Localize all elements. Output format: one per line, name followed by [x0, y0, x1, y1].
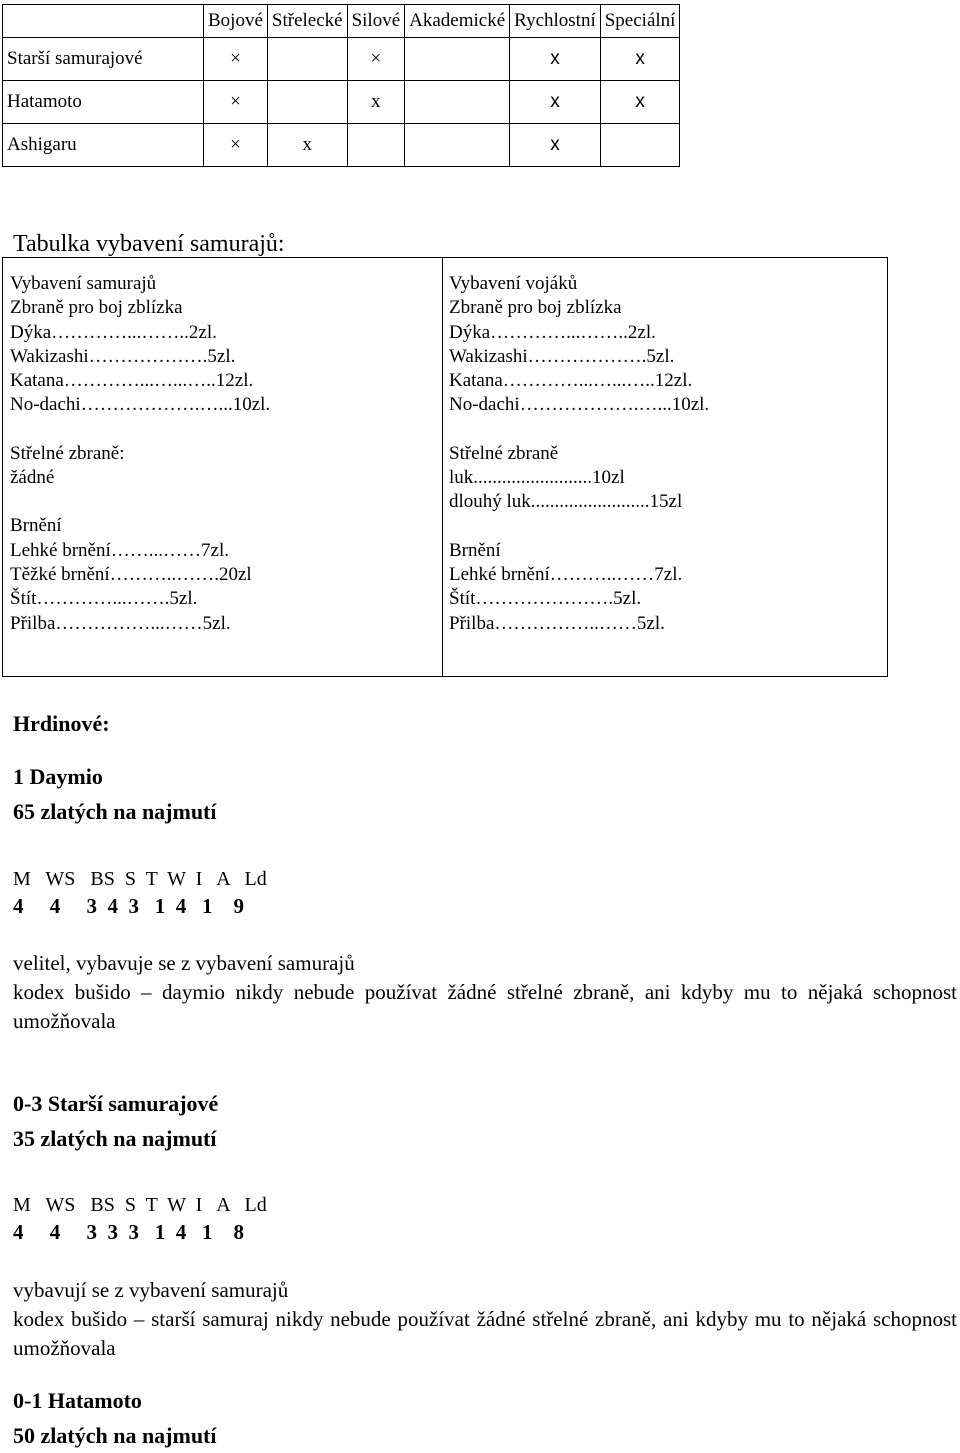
hero-note: vybavují se z vybavení samurajů	[13, 1278, 289, 1302]
list-item: No-dachi……………….…...10zl.	[449, 394, 710, 416]
skill-mark	[405, 81, 510, 124]
list-item: Lehké brnění……...……7zl.	[10, 539, 229, 561]
stat-headers: M WS BS S T W I A Ld	[13, 1194, 267, 1216]
skill-mark: ×	[204, 124, 268, 167]
skill-mark	[405, 124, 510, 167]
list-item: luk.........................10zl	[449, 467, 625, 489]
list-item: Štít………………….5zl.	[449, 588, 642, 610]
skill-mark	[347, 124, 405, 167]
hero-name: 0-1 Hatamoto	[13, 1388, 142, 1413]
hero-note: kodex bušido – daymio nikdy nebude používat žádné střelné zbraně, ani kdyby mu to nějaká schopnost umožňovala	[13, 980, 957, 1033]
stat-values: 4 4 3 4 3 1 4 1 9	[13, 894, 244, 918]
row-name: Ashigaru	[3, 124, 204, 167]
header-cell: Rychlostní	[510, 5, 601, 38]
group-title: Brnění	[10, 515, 62, 537]
list-item: No-dachi……………….…...10zl.	[10, 394, 271, 416]
skill-mark: x	[267, 124, 347, 167]
list-item: Katana…………...…...…..12zl.	[10, 370, 254, 392]
row-name: Starší samurajové	[3, 38, 204, 81]
group-title: Zbraně pro boj zblízka	[449, 297, 622, 319]
hero-name: 0-3 Starší samurajové	[13, 1091, 219, 1116]
list-item: Katana…………...…...…..12zl.	[449, 370, 693, 392]
skill-mark	[405, 38, 510, 81]
list-item: Přilba……………...……5zl.	[10, 612, 231, 634]
hero-cost: 50 zlatých na najmutí	[13, 1423, 217, 1448]
row-name: Hatamoto	[3, 81, 204, 124]
skill-mark: ×	[204, 38, 268, 81]
list-item: Těžké brnění………..…….20zl	[10, 563, 252, 585]
hero-cost: 35 zlatých na najmutí	[13, 1126, 217, 1151]
skill-mark	[600, 124, 680, 167]
hero-name: 1 Daymio	[13, 764, 103, 789]
soldiers-equipment-column	[449, 272, 709, 636]
header-cell: Speciální	[600, 5, 680, 38]
header-cell: Akademické	[405, 5, 510, 38]
list-item: dlouhý luk.........................15zl	[449, 491, 683, 513]
column-divider	[442, 258, 443, 676]
group-title: Brnění	[449, 539, 501, 561]
header-cell: Bojové	[204, 5, 268, 38]
column-heading: Vybavení samurajů	[10, 273, 157, 294]
header-cell: Silové	[347, 5, 405, 38]
group-title: Zbraně pro boj zblízka	[10, 297, 183, 319]
skill-mark: x	[600, 81, 680, 124]
hero-note: kodex bušido – starší samuraj nikdy nebude používat žádné střelné zbraně, ani kdyby mu to nějaká schopnost umožňovala	[13, 1307, 957, 1360]
hero-note: velitel, vybavuje se z vybavení samurajů	[13, 951, 355, 975]
list-item: Štít…………...…….5zl.	[10, 588, 198, 610]
skill-mark: x	[510, 81, 601, 124]
list-item: Dýka…………...……..2zl.	[449, 321, 656, 343]
table-row	[3, 81, 680, 124]
list-item: Dýka…………...……..2zl.	[10, 321, 217, 343]
stat-values: 4 4 3 3 3 1 4 1 8	[13, 1220, 244, 1244]
list-item: Přilba……………..……5zl.	[449, 612, 665, 634]
column-heading: Vybavení vojáků	[449, 273, 578, 294]
hero-cost: 65 zlatých na najmutí	[13, 799, 217, 824]
list-item: žádné	[10, 467, 55, 489]
skill-mark: ×	[347, 38, 405, 81]
skill-mark: x	[347, 81, 405, 124]
heroes-title: Hrdinové:	[13, 711, 110, 736]
samurai-equipment-column	[10, 272, 270, 636]
skill-mark: ×	[204, 81, 268, 124]
table-row	[3, 124, 680, 167]
skills-table	[2, 4, 680, 167]
group-title: Střelné zbraně	[449, 442, 559, 464]
group-title: Střelné zbraně:	[10, 442, 125, 464]
skills-header-row	[3, 5, 680, 38]
table-row	[3, 38, 680, 81]
list-item: Wakizashi……………….5zl.	[449, 345, 675, 367]
list-item: Wakizashi……………….5zl.	[10, 345, 236, 367]
skill-mark: x	[510, 124, 601, 167]
header-cell	[3, 5, 204, 38]
stat-headers: M WS BS S T W I A Ld	[13, 868, 267, 890]
skill-mark	[267, 38, 347, 81]
skill-mark	[267, 81, 347, 124]
header-cell: Střelecké	[267, 5, 347, 38]
list-item: Lehké brnění………..……7zl.	[449, 563, 683, 585]
equipment-title: Tabulka vybavení samurajů:	[13, 231, 285, 257]
skill-mark: x	[600, 38, 680, 81]
skill-mark: x	[510, 38, 601, 81]
equipment-box	[2, 257, 888, 677]
